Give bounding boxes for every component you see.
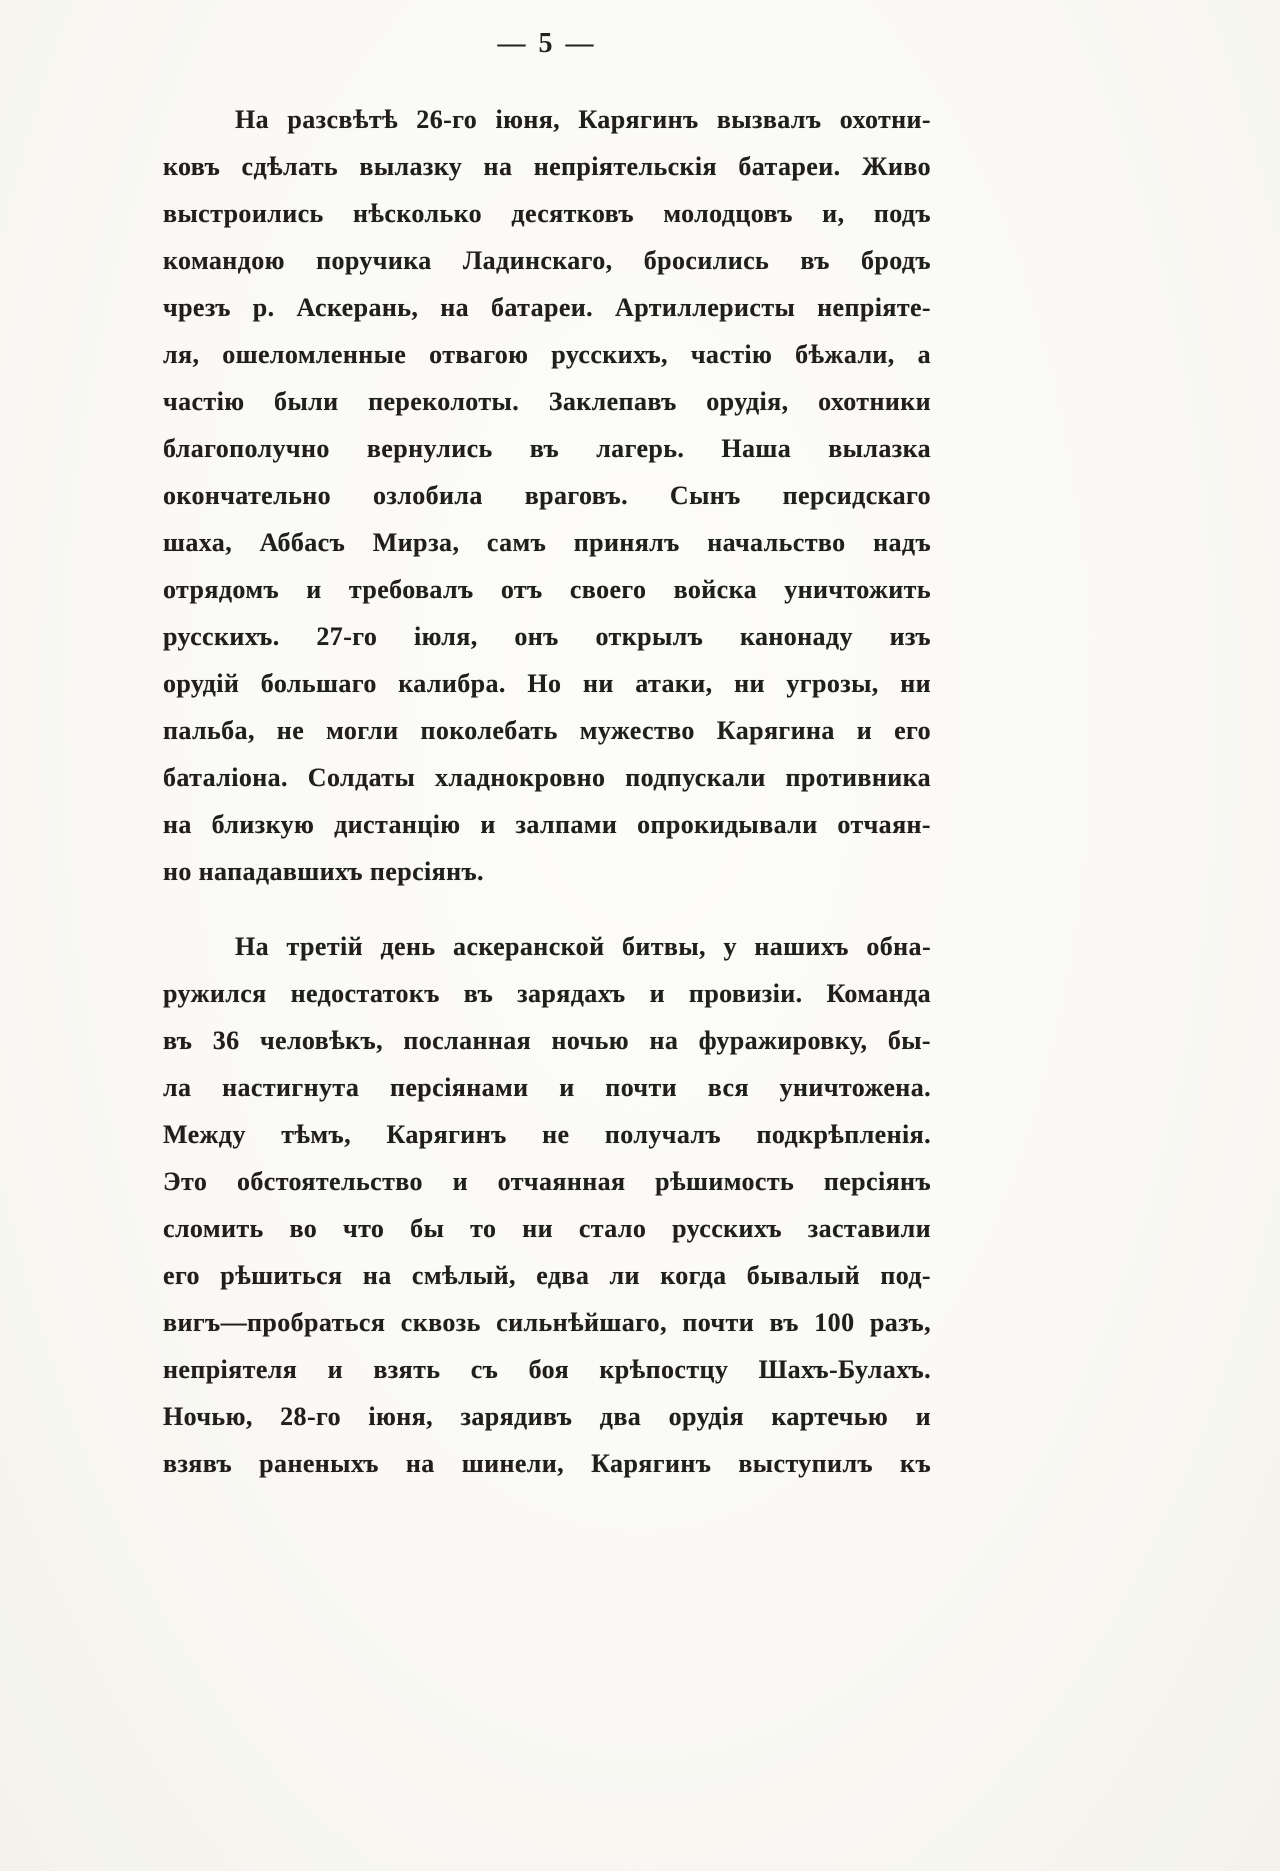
text-line: командою поручика Ладинскаго, бросились въ бродъ xyxy=(163,246,931,275)
text-line: но нападавшихъ персіянъ. xyxy=(163,857,484,886)
text-line: Ночью, 28-го іюня, зарядивъ два орудія картечью и xyxy=(163,1402,931,1431)
text-line: шаха, Аббасъ Мирза, самъ принялъ начальство надъ xyxy=(163,528,931,557)
text-line: вигъ—пробраться сквозь сильнѣйшаго, почти въ 100 разъ, xyxy=(163,1308,931,1337)
paragraph xyxy=(163,923,931,1487)
text-line: сломить во что бы то ни стало русскихъ заставили xyxy=(163,1214,931,1243)
text-line: выстроились нѣсколько десятковъ молодцовъ и, подъ xyxy=(163,199,931,228)
text-line: его рѣшиться на смѣлый, едва ли когда бывалый под- xyxy=(163,1261,931,1290)
text-line: ля, ошеломленные отвагою русскихъ, частію бѣжали, а xyxy=(163,340,931,369)
text-line: орудій большаго калибра. Но ни атаки, ни угрозы, ни xyxy=(163,669,931,698)
text-line: окончательно озлобила враговъ. Сынъ персидскаго xyxy=(163,481,931,510)
text-line: чрезъ р. Аскерань, на батареи. Артиллеристы непріяте- xyxy=(163,293,931,322)
text-line: Между тѣмъ, Карягинъ не получалъ подкрѣпленія. xyxy=(163,1120,931,1149)
text-line: пальба, не могли поколебать мужество Карягина и его xyxy=(163,716,931,745)
text-line: русскихъ. 27-го іюля, онъ открылъ канонаду изъ xyxy=(163,622,931,651)
text-line: баталіона. Солдаты хладнокровно подпускали противника xyxy=(163,763,931,792)
text-line: ла настигнута персіянами и почти вся уничтожена. xyxy=(163,1073,931,1102)
page-text xyxy=(163,96,931,1487)
page-number: — 5 — xyxy=(497,28,597,59)
text-line: частію были переколоты. Заклепавъ орудія, охотники xyxy=(163,387,931,416)
text-line: На разсвѣтѣ 26-го іюня, Карягинъ вызвалъ охотни- xyxy=(235,105,931,134)
text-line: взявъ раненыхъ на шинели, Карягинъ выступилъ къ xyxy=(163,1449,931,1478)
text-line: На третій день аскеранской битвы, у нашихъ обна- xyxy=(235,932,931,961)
text-line: благополучно вернулись въ лагерь. Наша вылазка xyxy=(163,434,931,463)
text-line: ковъ сдѣлать вылазку на непріятельскія батареи. Живо xyxy=(163,152,931,181)
text-line: отрядомъ и требовалъ отъ своего войска уничтожить xyxy=(163,575,931,604)
text-line: ружился недостатокъ въ зарядахъ и провизіи. Команда xyxy=(163,979,931,1008)
paragraph xyxy=(163,96,931,895)
text-line: на близкую дистанцію и залпами опрокидывали отчаян- xyxy=(163,810,931,839)
text-line: непріятеля и взять съ боя крѣпостцу Шахъ-Булахъ. xyxy=(163,1355,931,1384)
text-line: въ 36 человѣкъ, посланная ночью на фуражировку, бы- xyxy=(163,1026,931,1055)
text-line: Это обстоятельство и отчаянная рѣшимость персіянъ xyxy=(163,1167,931,1196)
